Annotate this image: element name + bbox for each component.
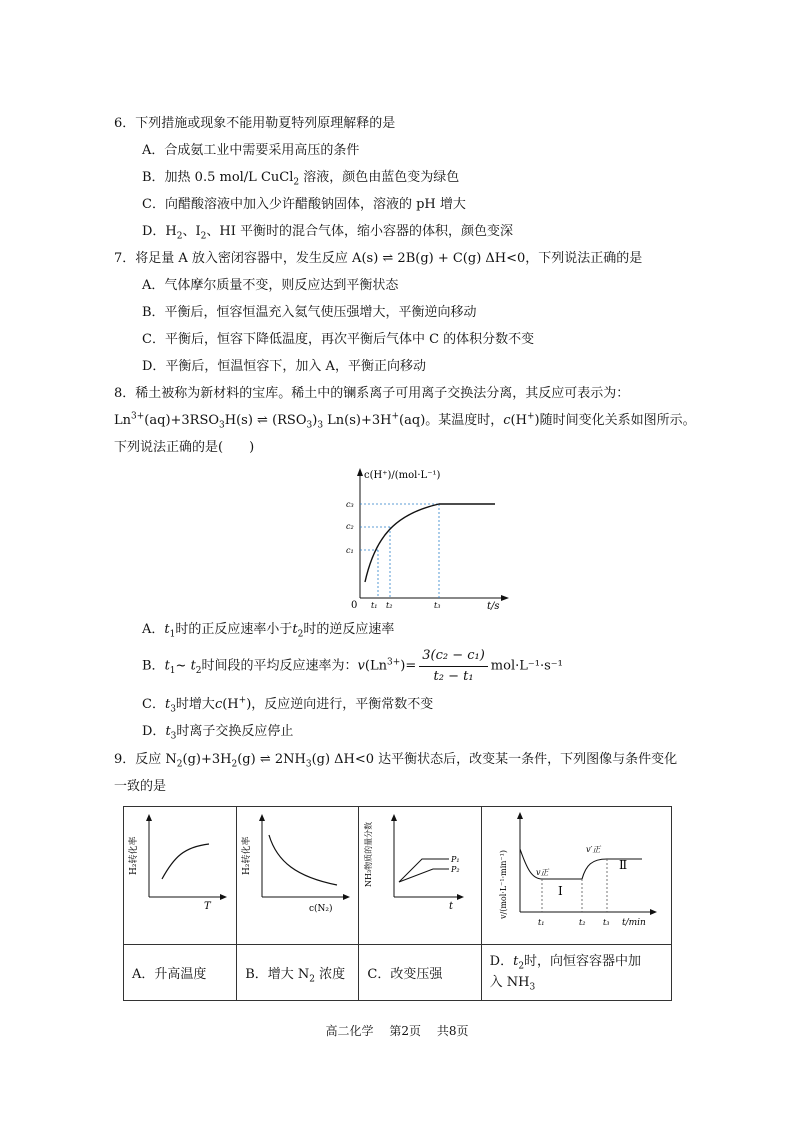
q9-c-line-p2 xyxy=(399,869,449,882)
q9-graph-c-cell xyxy=(359,807,481,945)
q9-stem-end: 一致的是 xyxy=(114,779,167,794)
q7-option-a: A．气体摩尔质量不变，则反应达到平衡状态 xyxy=(142,278,399,293)
q6-option-a: A．合成氨工业中需要采用高压的条件 xyxy=(142,143,360,158)
q9-option-b: B．增大 $N_2$ 浓度 xyxy=(237,945,359,1001)
q7-stem: 7．将足量 A 放入密闭容器中，发生反应 A(s) ⇌ 2B(g) + C(g) ΔH<0，下列说法正确的是 xyxy=(114,251,643,266)
q9-graph-a-cell xyxy=(124,807,237,945)
q9-a-xlabel: T xyxy=(204,901,211,912)
q9-d-v-label: v正 xyxy=(535,868,549,877)
q9-d-t2: t₂ xyxy=(578,918,586,927)
q9-b-ylabel: H₂转化率 xyxy=(242,836,253,875)
q9-d-t3: t₃ xyxy=(602,918,610,927)
q8-chart xyxy=(340,462,515,612)
q9-stem: 9．反应 $N_2(g)+3H_2(g)$ ⇌ $2NH_3(g)$ ΔH<0 达平衡状态后，改变某一条件，下列图像与条件变化 xyxy=(114,752,678,770)
q9-graph-b-cell xyxy=(237,807,359,945)
q8-option-a: A．$t_1$时的正反应速率小于$t_2$时的逆反应速率 xyxy=(142,622,395,640)
q8-option-c: C．$t_3$时增大c(H+)，反应逆向进行，平衡常数不变 xyxy=(142,695,434,715)
q8-xlabel: t/s xyxy=(487,601,500,612)
q9-c-line-p1 xyxy=(399,859,449,882)
q8-ytick-c3: c₃ xyxy=(346,500,354,509)
q8-stem-end: 下列说法正确的是( ) xyxy=(114,440,255,455)
q9-option-a: A．升高温度 xyxy=(124,945,237,1001)
q6-stem: 6．下列措施或现象不能用勒夏特列原理解释的是 xyxy=(114,116,396,131)
q9-c-xlabel: t xyxy=(449,901,454,912)
q9-d-vprime-label: v′正 xyxy=(585,845,600,854)
q9-graph-a xyxy=(124,807,236,940)
q9-b-xlabel: c(N₂) xyxy=(309,904,333,914)
q9-d-region-2: Ⅱ xyxy=(618,858,627,872)
q9-d-ylabel: v/(mol·L⁻¹·min⁻¹) xyxy=(498,850,508,919)
q9-b-curve xyxy=(269,835,337,885)
q8-equation: $Ln^{3+}(aq)+3RSO_3H(s)$ ⇌ $(RSO_3)_3$ Ln(s)+3H+(aq)。某温度时，c(H+)随时间变化关系如图所示。 xyxy=(114,411,696,431)
q8-ytick-c2: c₂ xyxy=(346,522,354,531)
q8-option-d: D．$t_3$时离子交换反应停止 xyxy=(142,724,294,742)
q8-option-b: B．$t_1\sim$ $t_2$时间段的平均反应速率为：$v(Ln^{3+})=$ $\frac{\text{3(c₂ − c₁)}}{\text{t₂ − t₁}}$ mol·L⁻¹·s⁻¹ xyxy=(142,648,563,684)
q8-ytick-c1: c₁ xyxy=(346,546,354,555)
q8-frac-den: t₂ − t₁ xyxy=(433,668,474,684)
q8-guides xyxy=(360,504,439,598)
q7-option-c: C．平衡后，恒容下降低温度，再次平衡后气体中 C 的体积分数不变 xyxy=(142,332,535,347)
q8-curve xyxy=(365,504,495,582)
footer-total: 共8页 xyxy=(436,1024,469,1038)
q9-d-xlabel: t/min xyxy=(621,918,646,928)
q8-stem: 8．稀土被称为新材料的宝库。稀土中的镧系离子可用离子交换法分离，其反应可表示为： xyxy=(114,386,630,401)
q9-options-table xyxy=(123,806,672,1001)
footer-subject: 高二化学 xyxy=(325,1024,374,1038)
q9-graph-d xyxy=(482,807,671,940)
q9-c-p1: P₁ xyxy=(451,855,461,864)
q9-graph-b xyxy=(237,807,358,940)
q9-graph-d-cell xyxy=(481,807,671,945)
q9-option-d: D．$t_2$时，向恒容容器中加 入 $NH_3$ xyxy=(481,945,671,1001)
q9-a-curve xyxy=(162,844,209,879)
q8-xtick-t3: t₃ xyxy=(434,601,441,610)
q9-d-region-1: Ⅰ xyxy=(557,884,563,898)
q8-xtick-t1: t₁ xyxy=(371,601,378,610)
q8-x-arrow xyxy=(501,595,509,601)
q8-ylabel: c(H⁺)/(mol·L⁻¹) xyxy=(364,470,441,481)
q8-y-arrow xyxy=(357,468,363,476)
q9-c-p2: P₂ xyxy=(451,865,461,874)
q8-frac-num: 3(c₂ − c₁) xyxy=(419,648,488,667)
q8-xtick-t2: t₂ xyxy=(386,601,393,610)
q7-option-d: D．平衡后，恒温恒容下，加入 A，平衡正向移动 xyxy=(142,359,426,374)
q9-a-ylabel: H₂转化率 xyxy=(129,836,139,875)
q8-origin: 0 xyxy=(351,600,358,611)
q6-option-c: C．向醋酸溶液中加入少许醋酸钠固体，溶液的 pH 增大 xyxy=(142,197,466,212)
q9-d-t1: t₁ xyxy=(537,918,545,927)
q9-option-c: C．改变压强 xyxy=(359,945,481,1001)
q7-option-b: B．平衡后，恒容恒温充入氦气使压强增大，平衡逆向移动 xyxy=(142,305,477,320)
footer-page: 第2页 xyxy=(389,1024,421,1038)
q9-graph-c xyxy=(359,807,480,940)
q6-option-d: D．$H_2$、$I_2$、HI 平衡时的混合气体，缩小容器的体积，颜色变深 xyxy=(142,224,513,242)
q9-c-ylabel: NH₃物质的量分数 xyxy=(364,821,374,887)
page-footer xyxy=(0,1022,794,1039)
q6-option-b: B．加热 0.5 mol/L CuCl$_2$ 溶液，颜色由蓝色变为绿色 xyxy=(142,170,460,188)
